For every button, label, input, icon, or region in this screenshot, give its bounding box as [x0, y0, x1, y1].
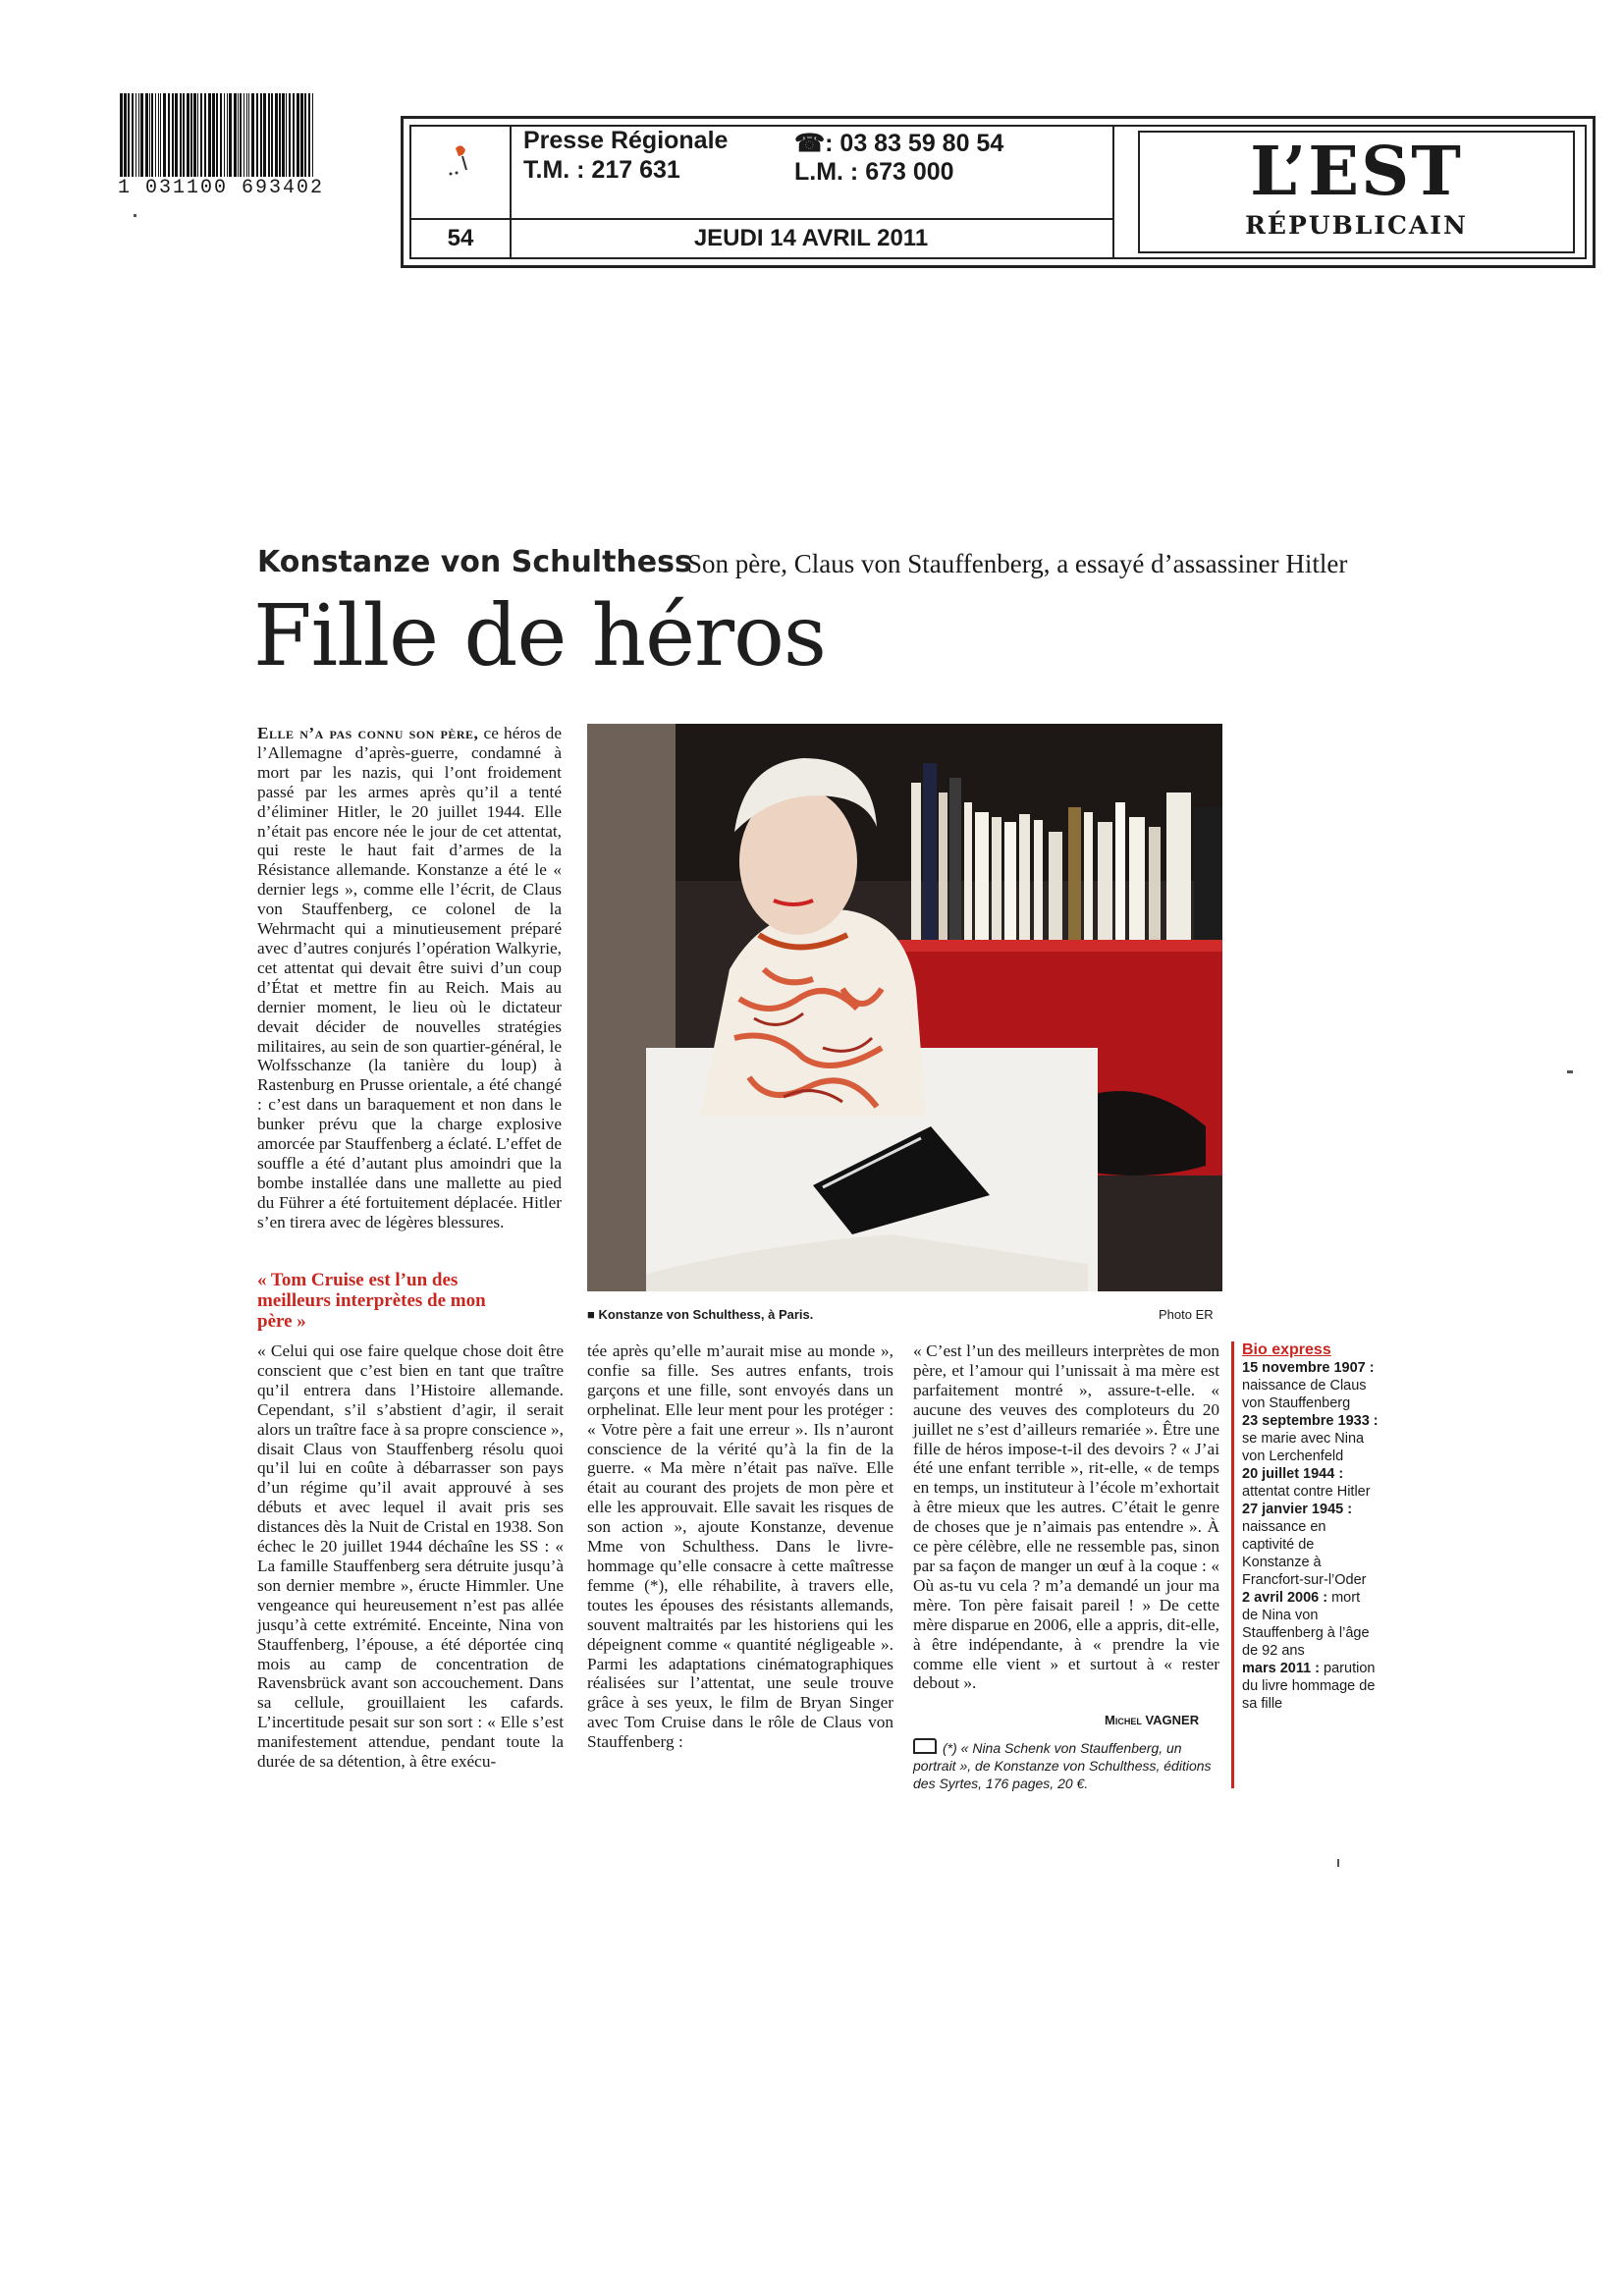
bio-title: Bio express: [1242, 1341, 1331, 1358]
lm-value: L.M. : 673 000: [794, 158, 954, 186]
scan-mark: [1567, 1070, 1573, 1073]
barcode-bar: [312, 93, 313, 177]
barcode-bar: [197, 93, 198, 177]
barcode-bar: [220, 93, 222, 177]
barcode-bar: [128, 93, 130, 177]
barcode-bar: [240, 93, 242, 177]
barcode-bar: [172, 93, 174, 177]
kicker-name: Konstanze von Schulthess: [257, 545, 692, 579]
phone-number: ☎: 03 83 59 80 54: [794, 130, 1004, 157]
barcode-bar: [243, 93, 244, 177]
masthead-subtitle: RÉPUBLICAIN: [1245, 211, 1468, 240]
tm-value: T.M. : 217 631: [523, 156, 680, 184]
scan-mark: [1337, 1859, 1339, 1867]
bio-entry-date: 15 novembre 1907 :: [1242, 1360, 1375, 1376]
author-signature: Michel VAGNER: [1105, 1713, 1200, 1727]
bio-entry-date: 23 septembre 1933 :: [1242, 1413, 1379, 1429]
barcode-bar: [293, 93, 295, 177]
press-info: [510, 127, 1114, 257]
barcode-bar: [282, 93, 285, 177]
barcode-bar: [279, 93, 281, 177]
barcode-bar: [238, 93, 239, 177]
scan-mark: [134, 214, 136, 217]
barcode-bar: [163, 93, 166, 177]
barcode-bar: [158, 93, 159, 177]
bio-entry-text: naissance en captivité de Konstanze à Francfort-sur-l’Oder: [1242, 1519, 1367, 1588]
photo-credit: Photo ER: [1159, 1307, 1214, 1322]
bio-entry-date: 2 avril 2006 :: [1242, 1590, 1328, 1606]
barcode-bar: [190, 93, 192, 177]
clipping-header: [401, 116, 1596, 268]
footnote-text: (*) « Nina Schenk von Stauffenberg, un portrait », de Konstanze von Schulthess, éditions des Syrtes, 176 pages, 20 €.: [913, 1740, 1212, 1791]
barcode-bar: [145, 93, 148, 177]
barcode-bar: [268, 93, 270, 177]
bio-rule: [1231, 1341, 1234, 1788]
barcode-bar: [227, 93, 228, 177]
bio-entry-date: mars 2011 :: [1242, 1661, 1321, 1676]
source-label: Presse Régionale: [523, 127, 729, 154]
barcode-bar: [149, 93, 150, 177]
barcode-bar: [135, 93, 136, 177]
barcode-bar: [124, 93, 127, 177]
barcode-bar: [160, 93, 161, 177]
bird-logo-icon: [411, 127, 510, 225]
barcode-bar: [187, 93, 189, 177]
barcode-bar: [120, 93, 123, 177]
barcode-bar: [289, 93, 291, 177]
barcode-bar: [275, 93, 278, 177]
barcode-bar: [132, 93, 134, 177]
bio-entry: [1242, 1412, 1380, 1465]
masthead: [1128, 127, 1585, 257]
barcode-bar: [208, 93, 211, 177]
bio-entry-text: mort de Nina von Stauffenberg à l’âge de 92 ans: [1242, 1590, 1370, 1659]
photo-caption: ■ Konstanze von Schulthess, à Paris.: [587, 1307, 814, 1322]
barcode-bar: [251, 93, 254, 177]
lead-caps: Elle n’a pas connu son père,: [257, 724, 479, 742]
bio-entry: [1242, 1359, 1380, 1412]
barcode-bar: [140, 93, 143, 177]
barcode-bar: [234, 93, 237, 177]
barcode-bar: [248, 93, 249, 177]
barcode-bar: [260, 93, 262, 177]
barcode-bar: [155, 93, 156, 177]
barcode-bar: [216, 93, 218, 177]
barcode-bar: [212, 93, 215, 177]
body-column-2: tée après qu’elle m’aurait mise au monde », confie sa fille. Ses autres enfants, trois garçons et une fille, sont envoyés dans un orphelinat. Elle leur ment pour les protéger : « Votre père a fait une erreur ». Ils n’auront conscience de la vérité qu’à la fin de la guerre. « Ma mère n’était pas naïve. Elle était au courant des projets de mon père et elle les approuvait. Elle savait les risques de son action », ajoute Konstanze, devenue Mme von Schulthess. Dans le livre-hommage qu’elle consacre à cette maîtresse femme (*), elle réhabilite, à travers elle, toutes les épouses des résistants allemands, souvent maltraités par les historiens qui les dépeignent comme « quantité négligeable ». Parmi les adaptations cinématographiques réalisées sur l’attentat, une seule trouve grâce à ses yeux, le film de Bryan Singer avec Tom Cruise dans le rôle de Claus von Stauffenberg :: [587, 1341, 893, 1752]
lead-paragraph: [257, 724, 562, 1232]
bio-entry-date: 20 juillet 1944 :: [1242, 1466, 1344, 1482]
barcode-bar: [168, 93, 170, 177]
book-footnote: [913, 1738, 1219, 1792]
barcode-bar: [200, 93, 202, 177]
barcode-bar: [175, 93, 178, 177]
barcode-bar: [183, 93, 185, 177]
bio-entry: [1242, 1660, 1380, 1713]
source-icon-cell: [411, 127, 512, 257]
headline: Fille de héros: [253, 587, 827, 685]
barcode-bar: [204, 93, 206, 177]
masthead-title: L’EST: [1250, 133, 1463, 211]
barcode-bar: [271, 93, 273, 177]
book-icon: [913, 1738, 937, 1754]
pull-quote: « Tom Cruise est l’un des meilleurs interprètes de mon père »: [257, 1270, 486, 1332]
barcode-bar: [286, 93, 287, 177]
barcode-bar: [229, 93, 232, 177]
bio-entry-text: se marie avec Nina von Lerchenfeld: [1242, 1431, 1365, 1464]
barcode-bar: [246, 93, 247, 177]
bio-entry-date: 27 janvier 1945 :: [1242, 1502, 1353, 1517]
barcode-bar: [224, 93, 225, 177]
body-column-3: « C’est l’un des meilleurs interprètes de mon père, et l’amour qui l’unissait à ma mère est parfaitement montré », assure-t-elle. « aucune des veuves des comploteurs du 20 juillet ne s’est d’ailleurs remariée ». Être une fille de héros impose-t-il des devoirs ? « J’ai été une enfant terrible », rit-elle, « de temps en temps, un instituteur à l’école m’exhortait à être mieux que les autres. C’était le genre de choses que je n’aimais pas entendre ». À ce père célèbre, elle ne ressemble pas, sinon par sa façon de manger un œuf à la coque : « Où as-tu vu cela ? m’a demandé un jour ma mère. Ton père faisait pareil ! » De cette mère disparue en 2006, elle a appris, dit-elle, à être indépendante, à « prendre la vie comme elle vient » et surtout à « rester debout ».: [913, 1341, 1219, 1693]
bio-express-box: [1242, 1341, 1380, 1713]
bio-entry-text: naissance de Claus von Stauffenberg: [1242, 1378, 1367, 1411]
barcode-bar: [304, 93, 306, 177]
barcode-bar: [297, 93, 299, 177]
barcode-bar: [308, 93, 310, 177]
barcode-bar: [138, 93, 139, 177]
barcode-bar: [300, 93, 303, 177]
barcode-bar: [180, 93, 182, 177]
barcode-bar: [151, 93, 153, 177]
barcode-number: 1 031100 693402: [118, 177, 325, 199]
bio-entry: [1242, 1589, 1380, 1660]
page-number: 54: [411, 218, 510, 257]
bio-entry: [1242, 1501, 1380, 1589]
bio-entry: [1242, 1465, 1380, 1501]
barcode-image: [118, 93, 319, 177]
body-column-1: « Celui qui ose faire quelque chose doit être conscient que c’est bien en tant que traître qu’il entrera dans l’Histoire allemande. Cependant, s’il s’abstient d’agir, il serait alors un traître face à sa propre conscience », disait Claus von Stauffenberg résolu quoi qu’il lui en coûte à débarrasser son pays d’un régime qu’il avait approuvé à ses débuts et avec lequel il avait pris ses distances dès la Nuit de Cristal en 1938. Son échec le 20 juillet 1944 déchaîne les SS : « La famille Stauffenberg sera détruite jusqu’à son dernier membre », éructe Himmler. Une vengeance qui heureusement n’est pas allée jusqu’à cette extrémité. Enceinte, Nina von Stauffenberg, l’épouse, a été déportée cinq mois au camp de concentration de Ravensbrück avant son accouchement. Dans sa cellule, grouillaient les cafards. L’incertitude pesait sur son sort : « Elle s’est manifestement attendue, pendant toute la durée de sa détention, à être exécu-: [257, 1341, 564, 1772]
bio-entry-text: parution du livre hommage de sa fille: [1242, 1661, 1376, 1712]
issue-date: JEUDI 14 AVRIL 2011: [510, 218, 1112, 257]
article-photo: [587, 724, 1222, 1291]
barcode-bar: [263, 93, 266, 177]
bio-entry-text: attentat contre Hitler: [1242, 1484, 1371, 1500]
barcode-bar: [193, 93, 196, 177]
barcode-bar: [256, 93, 258, 177]
lead-body: ce héros de l’Allemagne d’après-guerre, condamné à mort par les nazis, qui l’ont froidement passé par les armes après qu’il a tenté d’éliminer Hitler, le 20 juillet 1944. Elle n’était pas encore née le jour de cet attentat, qui reste le haut fait d’armes de la Résistance allemande. Konstanze a été le « dernier legs », comme elle l’écrit, de Claus von Stauffenberg, ce colonel de la Wehrmacht qui a minutieusement préparé avec d’autres conjurés l’opération Walkyrie, cet attentat qui devait être suivi d’un coup d’État et mettre fin au Reich. Mais au dernier moment, le lieu où le dictateur devait décider de nouvelles stratégies militaires, au sein de son quartier-général, le Wolfsschanze (la tanière du loup) à Rastenburg en Prusse orientale, a été changé : c’est dans un baraquement et non dans le bunker prévu que la charge explosive amorcée par Stauffenberg a éclaté. L’effet de souffle a été d’autant plus amoindri que la bombe installée dans une mallette au pied du Führer a été fortuitement déplacée. Hitler s’en tirera avec de légères blessures.: [257, 724, 562, 1231]
kicker-text: Son père, Claus von Stauffenberg, a essayé d’assassiner Hitler: [687, 549, 1348, 578]
